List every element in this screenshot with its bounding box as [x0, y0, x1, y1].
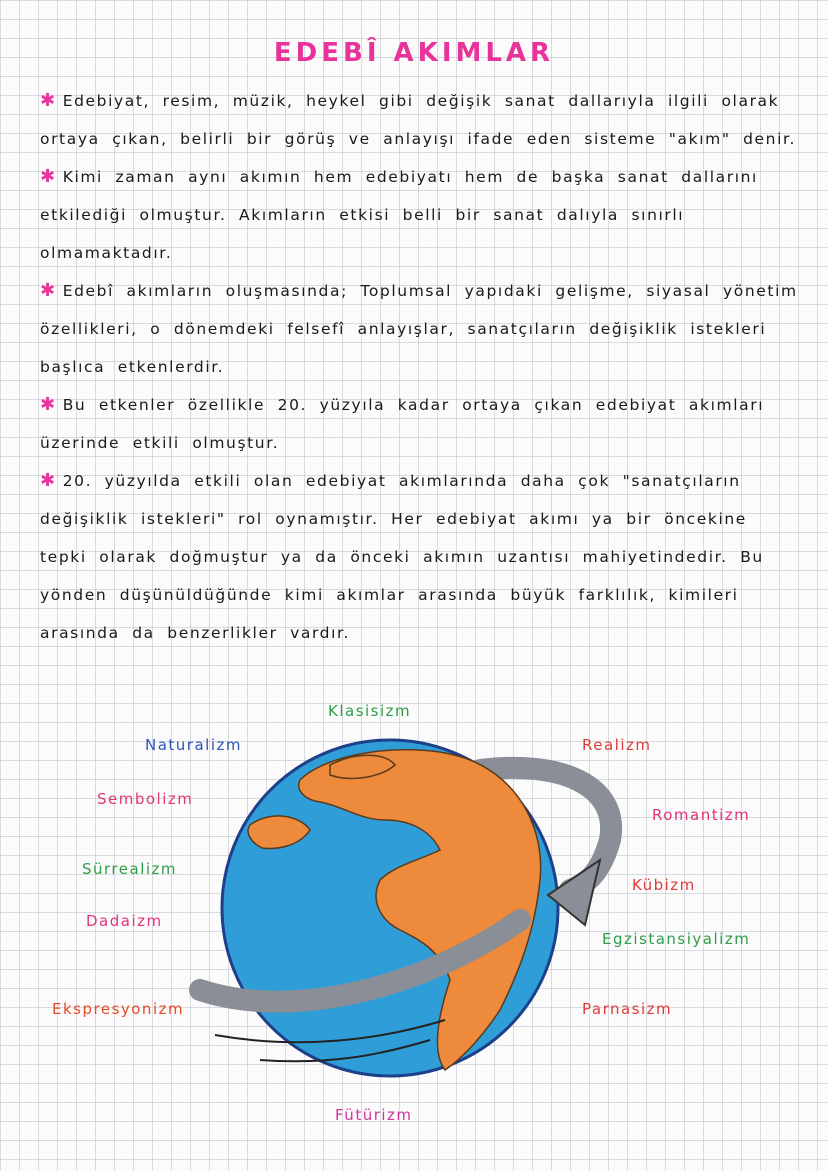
- asterisk-bullet-icon: ✱: [40, 280, 57, 301]
- asterisk-bullet-icon: ✱: [40, 90, 57, 111]
- paragraph: [40, 386, 800, 462]
- movement-label: Realizm: [582, 736, 652, 754]
- paragraph-text: Bu etkenler özellikle 20. yüzyıla kadar ortaya çıkan edebiyat akımları üzerinde etkili olmuştur.: [40, 396, 765, 452]
- movement-label: Egzistansiyalizm: [602, 930, 751, 948]
- movement-label: Klasisizm: [328, 702, 412, 720]
- paragraph: [40, 82, 800, 158]
- movement-label: Ekspresyonizm: [52, 1000, 185, 1018]
- asterisk-bullet-icon: ✱: [40, 166, 57, 187]
- movement-label: Sembolizm: [97, 790, 194, 808]
- paragraph-text: Edebiyat, resim, müzik, heykel gibi değişik sanat dallarıyla ilgili olarak ortaya çıkan, belirli bir görüş ve anlayışı ifade eden sisteme "akım" denir.: [40, 92, 797, 148]
- movement-label: Sürrealizm: [82, 860, 178, 878]
- page-title: EDEBÎ AKIMLAR: [273, 38, 555, 68]
- movement-label: Dadaizm: [86, 912, 163, 930]
- movement-label: Romantizm: [652, 806, 751, 824]
- movement-label: Parnasizm: [582, 1000, 673, 1018]
- paragraph: [40, 158, 800, 272]
- paragraph-text: Kimi zaman aynı akımın hem edebiyatı hem de başka sanat dallarını etkilediği olmuştur. Akımların etkisi belli bir sanat dalıyla sınırlı olmamaktadır.: [40, 168, 758, 262]
- paragraph: [40, 272, 800, 386]
- asterisk-bullet-icon: ✱: [40, 470, 57, 491]
- paragraph-list: [40, 82, 800, 652]
- movement-label: Kübizm: [632, 876, 696, 894]
- paragraph-text: Edebî akımların oluşmasında; Toplumsal yapıdaki gelişme, siyasal yönetim özellikleri, o dönemdeki felsefî anlayışlar, sanatçıların değişiklik istekleri başlıca etkenlerdir.: [40, 282, 798, 376]
- movement-label: Fütürizm: [335, 1106, 413, 1124]
- globe-diagram: [0, 690, 828, 1171]
- paragraph-text: 20. yüzyılda etkili olan edebiyat akımlarında daha çok "sanatçıların değişiklik istekleri" rol oynamıştır. Her edebiyat akımı ya bir öncekine tepki olarak doğmuştur ya da önceki akımın uzantısı mahiyetindedir. Bu yönden düşünüldüğünde kimi akımlar arasında büyük farklılık, kimileri arasında da benzerlikler vardır.: [40, 472, 764, 642]
- paragraph: [40, 462, 800, 652]
- asterisk-bullet-icon: ✱: [40, 394, 57, 415]
- movement-label: Naturalizm: [145, 736, 242, 754]
